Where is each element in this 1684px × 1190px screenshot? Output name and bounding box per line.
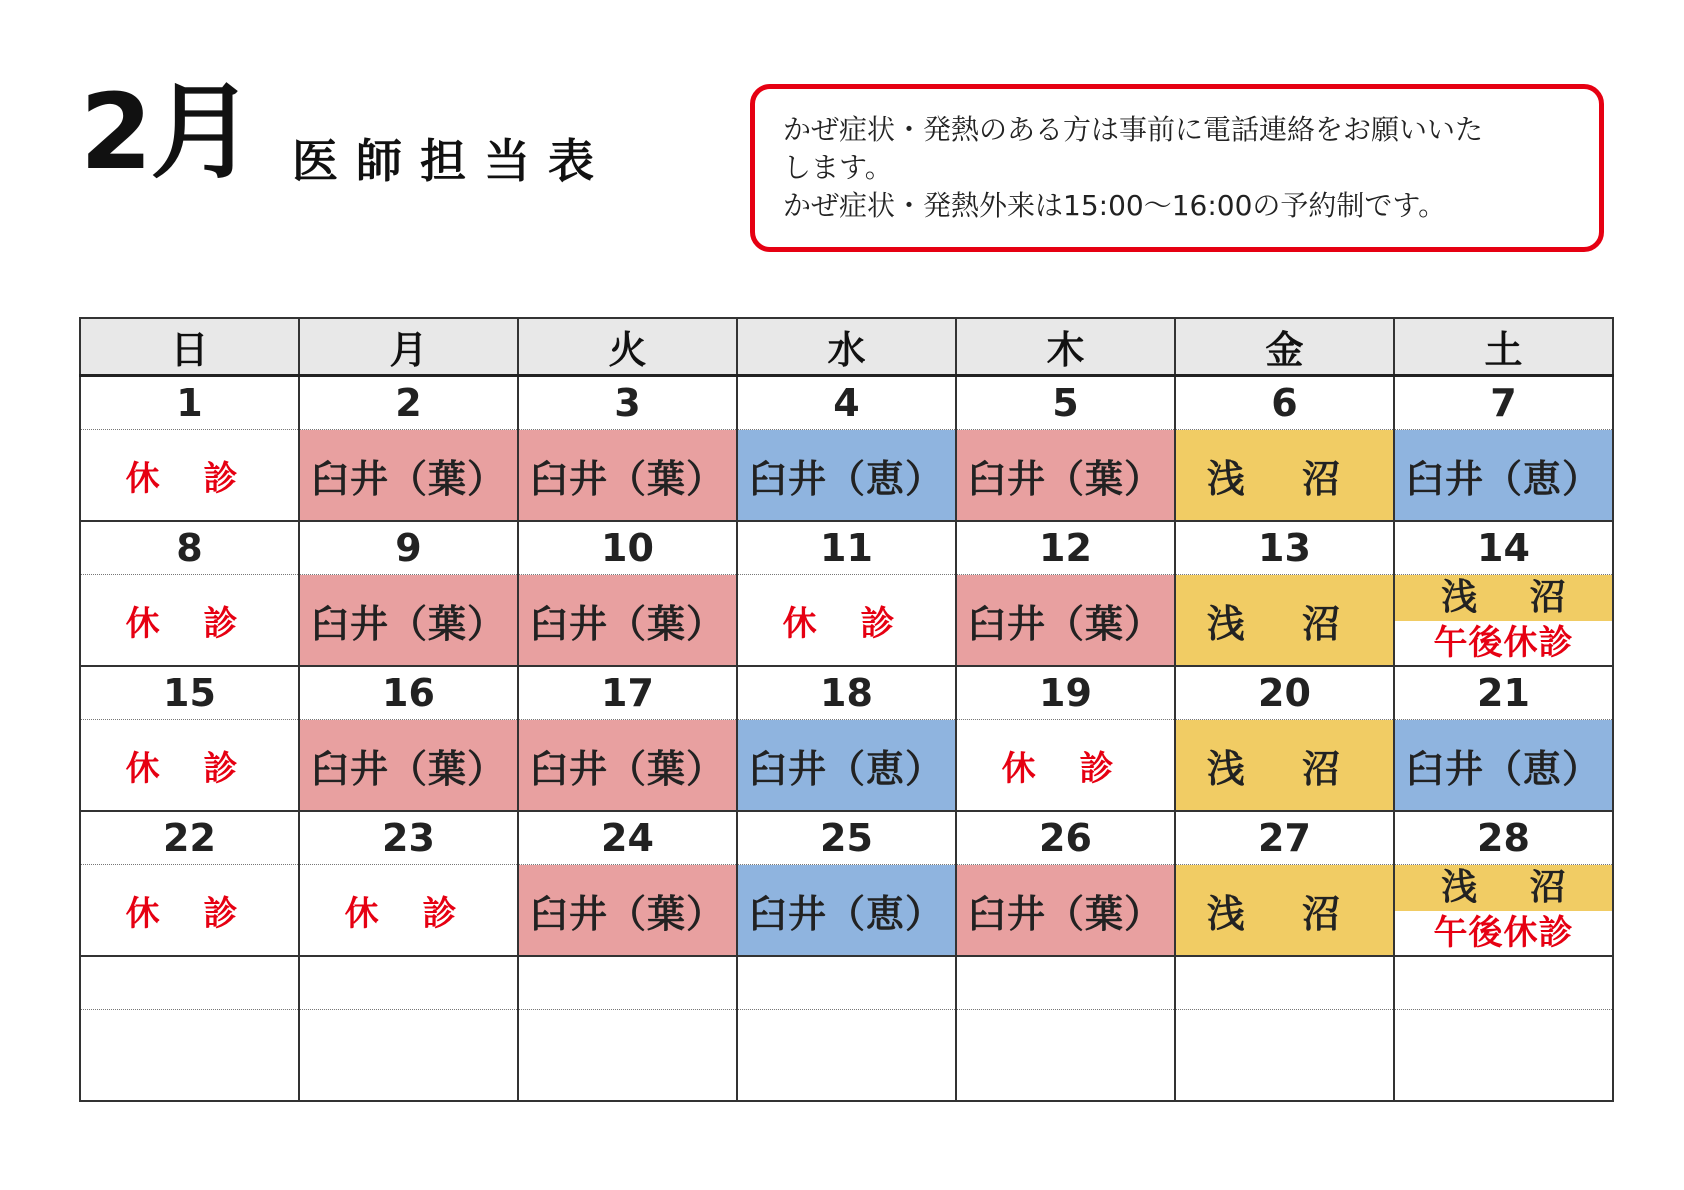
date-cell: 10 — [518, 521, 737, 575]
doctor-name: 浅 沼 — [1206, 601, 1363, 646]
doctor-cell — [737, 1010, 956, 1102]
doctor-cell — [518, 430, 737, 522]
doctor-cell — [1394, 430, 1613, 522]
doctor-cell — [80, 1010, 299, 1102]
doctor-name: 臼井（恵） — [1405, 456, 1601, 501]
doctor-name: 浅 沼 — [1395, 575, 1612, 621]
doctor-calendar — [79, 317, 1614, 1102]
doctor-name: 臼井（葉） — [529, 891, 725, 936]
doctor-name: 臼井（葉） — [310, 746, 506, 791]
closed-label: 休 診 — [125, 603, 254, 644]
date-cell — [1394, 956, 1613, 1010]
doctor-cell — [80, 865, 299, 957]
date-cell: 24 — [518, 811, 737, 865]
date-cell: 28 — [1394, 811, 1613, 865]
weekday-fri: 金 — [1175, 318, 1394, 376]
date-cell: 18 — [737, 666, 956, 720]
date-cell: 20 — [1175, 666, 1394, 720]
doctor-name: 臼井（恵） — [748, 891, 944, 936]
date-cell: 6 — [1175, 376, 1394, 430]
doctor-cell — [1175, 430, 1394, 522]
date-cell: 12 — [956, 521, 1175, 575]
split-cell — [1395, 575, 1612, 665]
doctor-cell — [956, 430, 1175, 522]
doctor-name: 臼井（恵） — [748, 456, 944, 501]
date-row — [80, 811, 1613, 865]
doctor-row — [80, 430, 1613, 522]
date-row — [80, 376, 1613, 430]
doctor-cell — [80, 575, 299, 667]
split-cell — [1395, 865, 1612, 955]
doctor-name: 浅 沼 — [1206, 456, 1363, 501]
weekday-wed: 水 — [737, 318, 956, 376]
page-title: 医師担当表 — [292, 134, 612, 188]
date-cell — [956, 956, 1175, 1010]
doctor-cell — [956, 865, 1175, 957]
doctor-name: 臼井（葉） — [310, 456, 506, 501]
notice-box — [750, 84, 1604, 252]
date-cell: 8 — [80, 521, 299, 575]
doctor-cell — [80, 430, 299, 522]
date-cell: 16 — [299, 666, 518, 720]
date-cell: 9 — [299, 521, 518, 575]
weekday-mon: 月 — [299, 318, 518, 376]
afternoon-closed-note: 午後休診 — [1395, 621, 1612, 665]
date-cell: 4 — [737, 376, 956, 430]
doctor-cell — [956, 575, 1175, 667]
doctor-cell — [80, 720, 299, 812]
date-cell — [80, 956, 299, 1010]
doctor-cell — [1394, 575, 1613, 667]
doctor-cell — [1175, 865, 1394, 957]
closed-label: 休 診 — [125, 458, 254, 499]
doctor-cell — [1394, 1010, 1613, 1102]
date-cell — [518, 956, 737, 1010]
doctor-cell — [299, 720, 518, 812]
doctor-name: 浅 沼 — [1206, 891, 1363, 936]
closed-label: 休 診 — [782, 603, 911, 644]
date-cell: 26 — [956, 811, 1175, 865]
closed-label: 休 診 — [125, 893, 254, 934]
doctor-row — [80, 720, 1613, 812]
calendar-body — [80, 376, 1613, 1102]
closed-label: 休 診 — [125, 748, 254, 789]
date-cell: 22 — [80, 811, 299, 865]
date-row — [80, 956, 1613, 1010]
doctor-cell — [956, 720, 1175, 812]
doctor-cell — [518, 865, 737, 957]
date-cell — [737, 956, 956, 1010]
closed-label: 休 診 — [344, 893, 473, 934]
date-cell: 21 — [1394, 666, 1613, 720]
doctor-cell — [956, 1010, 1175, 1102]
doctor-row — [80, 865, 1613, 957]
doctor-cell — [737, 430, 956, 522]
notice-line-1: かぜ症状・発熱のある方は事前に電話連絡をお願いいた — [783, 113, 1484, 146]
doctor-name: 臼井（葉） — [967, 891, 1163, 936]
doctor-row — [80, 1010, 1613, 1102]
doctor-cell — [299, 865, 518, 957]
date-cell: 15 — [80, 666, 299, 720]
date-cell: 27 — [1175, 811, 1394, 865]
date-cell — [1175, 956, 1394, 1010]
doctor-cell — [1394, 720, 1613, 812]
weekday-header-row — [80, 318, 1613, 376]
doctor-cell — [299, 575, 518, 667]
doctor-cell — [737, 720, 956, 812]
doctor-name: 浅 沼 — [1206, 746, 1363, 791]
date-cell: 2 — [299, 376, 518, 430]
weekday-thu: 木 — [956, 318, 1175, 376]
doctor-name: 浅 沼 — [1395, 865, 1612, 911]
date-cell: 3 — [518, 376, 737, 430]
date-cell: 11 — [737, 521, 956, 575]
date-row — [80, 521, 1613, 575]
doctor-cell — [1175, 1010, 1394, 1102]
date-cell: 19 — [956, 666, 1175, 720]
month-title: 2月 — [80, 71, 253, 193]
date-cell — [299, 956, 518, 1010]
weekday-sun: 日 — [80, 318, 299, 376]
doctor-cell — [518, 1010, 737, 1102]
doctor-name: 臼井（葉） — [967, 456, 1163, 501]
date-cell: 23 — [299, 811, 518, 865]
doctor-cell — [518, 720, 737, 812]
date-cell: 5 — [956, 376, 1175, 430]
doctor-name: 臼井（葉） — [310, 601, 506, 646]
date-cell: 17 — [518, 666, 737, 720]
afternoon-closed-note: 午後休診 — [1395, 911, 1612, 955]
date-row — [80, 666, 1613, 720]
doctor-cell — [1175, 720, 1394, 812]
doctor-name: 臼井（葉） — [529, 746, 725, 791]
doctor-name: 臼井（恵） — [748, 746, 944, 791]
doctor-cell — [299, 1010, 518, 1102]
weekday-sat: 土 — [1394, 318, 1613, 376]
doctor-name: 臼井（葉） — [529, 601, 725, 646]
doctor-cell — [299, 430, 518, 522]
date-cell: 1 — [80, 376, 299, 430]
doctor-cell — [1175, 575, 1394, 667]
notice-line-2: します。 — [783, 151, 893, 184]
notice-line-3: かぜ症状・発熱外来は15:00～16:00の予約制です。 — [783, 189, 1447, 222]
closed-label: 休 診 — [1001, 748, 1130, 789]
date-cell: 25 — [737, 811, 956, 865]
doctor-row — [80, 575, 1613, 667]
doctor-cell — [1394, 865, 1613, 957]
doctor-name: 臼井（葉） — [967, 601, 1163, 646]
doctor-name: 臼井（恵） — [1405, 746, 1601, 791]
doctor-cell — [737, 865, 956, 957]
weekday-tue: 火 — [518, 318, 737, 376]
date-cell: 13 — [1175, 521, 1394, 575]
doctor-cell — [518, 575, 737, 667]
doctor-cell — [737, 575, 956, 667]
date-cell: 7 — [1394, 376, 1613, 430]
date-cell: 14 — [1394, 521, 1613, 575]
doctor-name: 臼井（葉） — [529, 456, 725, 501]
